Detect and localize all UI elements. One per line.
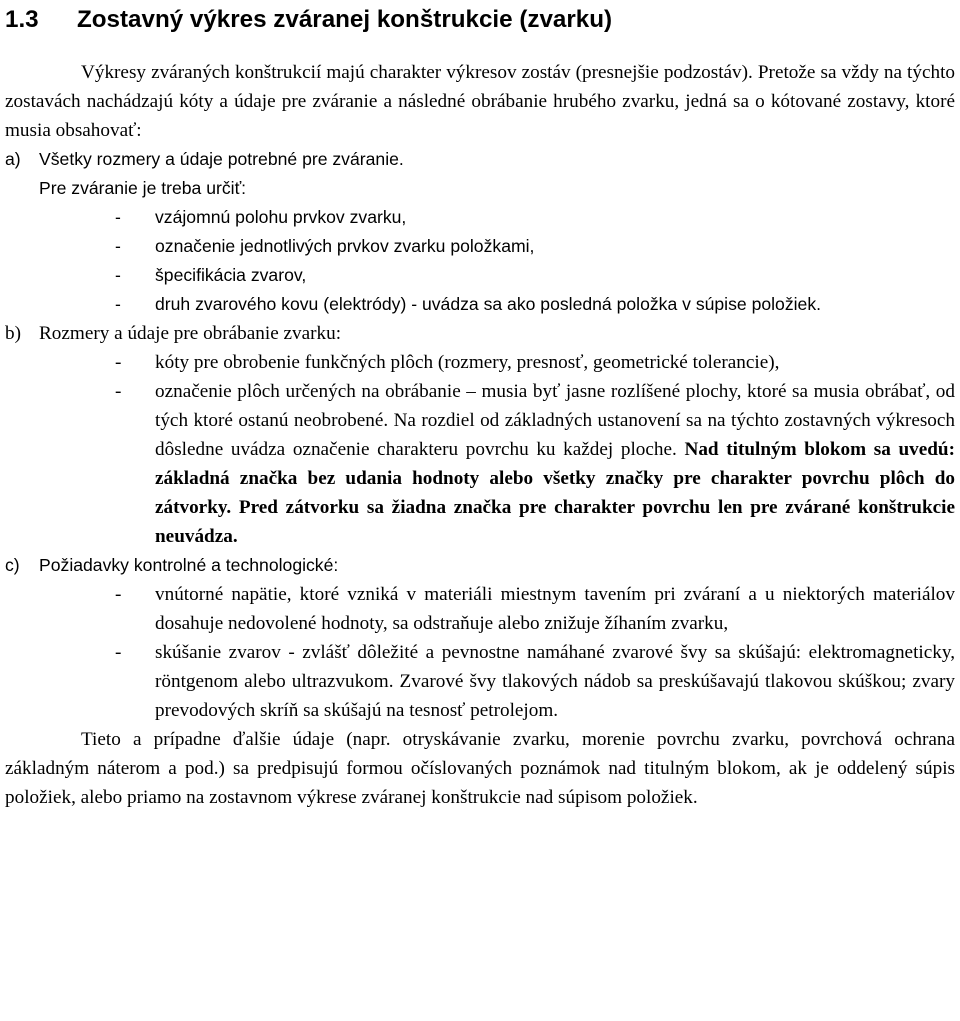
list-item: - vnútorné napätie, ktoré vzniká v materiáli miestnym tavením pri zváraní a u niektorých materiálov dosahuje nedovolené hodnoty, sa odstraňuje alebo znižuje žíhaním zvarku, (115, 584, 955, 634)
section-b-title: Rozmery a údaje pre obrábanie zvarku: (39, 323, 342, 344)
section-a (5, 145, 955, 174)
list-item: - označenie plôch určených na obrábanie – musia byť jasne rozlíšené plochy, ktoré sa musia obrábať, od tých ktoré ostanú neobrobené. Na rozdiel od základných ustanovení sa na týchto zostavných výkresoch dôsledne uvádza označenie charakteru povrchu ku každej ploche. Nad titulným blokom sa uvedú: základná značka bez udania hodnoty alebo všetky značky pre charakter povrchu plôch do zátvorky. Pred zátvorku sa žiadna značka pre charakter povrchu len pre zvárané konštrukcie neuvádza. (115, 381, 955, 547)
section-b-label: b) (5, 323, 21, 344)
section-c-title: Požiadavky kontrolné a technologické: (39, 555, 339, 575)
list-item: - kóty pre obrobenie funkčných plôch (rozmery, presnosť, geometrické tolerancie), (115, 352, 780, 373)
surface-marking-bold-note: Nad titulným blokom sa uvedú: základná značka bez udania hodnoty alebo všetky značky pre charakter povrchu plôch do zátvorky. Pred zátvorku sa žiadna značka pre charakter povrchu len pre zvárané konštrukcie neuvádza. (155, 439, 955, 547)
list-item: - označenie jednotlivých prvkov zvarku položkami, (115, 236, 535, 256)
section-c (5, 551, 955, 580)
intro-paragraph: Výkresy zváraných konštrukcií majú charakter výkresov zostáv (presnejšie podzostáv). Pretože sa vždy na týchto zostavách nachádzajú kóty a údaje pre zváranie a následné obrábanie hrubého zvarku, jedná sa o kótované zostavy, ktoré musia obsahovať: (5, 62, 955, 141)
section-a-lead: Pre zváranie je treba určiť: (39, 178, 247, 198)
list-item: - vzájomnú polohu prvkov zvarku, (115, 207, 407, 227)
section-c-label: c) (5, 555, 20, 575)
list-item: - špecifikácia zvarov, (115, 265, 307, 285)
surface-marking-text: označenie plôch určených na obrábanie – musia byť jasne rozlíšené plochy, ktoré sa musia obrábať, od tých ktoré ostanú neobrobené. Na rozdiel od základných ustanovení sa na týchto zostavných výkresoch dôsledne uvádza označenie charakteru povrchu ku každej ploche. (155, 381, 955, 460)
section-b (5, 319, 955, 348)
section-number: 1.3 (5, 6, 39, 33)
section-heading (5, 0, 955, 58)
section-title: Zostavný výkres zváranej konštrukcie (zvarku) (77, 6, 613, 33)
list-item: - druh zvarového kovu (elektródy) - uvádza sa ako posledná položka v súpise položiek. (115, 294, 822, 314)
section-a-title: Všetky rozmery a údaje potrebné pre zváranie. (39, 149, 404, 169)
section-a-label: a) (5, 149, 21, 169)
list-item: - skúšanie zvarov - zvlášť dôležité a pevnostne namáhané zvarové švy sa skúšajú: elektromagneticky, röntgenom alebo ultrazvukom. Zvarové švy tlakových nádob sa preskúšavajú tlakovou skúškou; zvary prevodových skríň sa skúšajú na tesnosť petrolejom. (115, 642, 955, 721)
closing-paragraph: Tieto a prípadne ďalšie údaje (napr. otryskávanie zvarku, morenie povrchu zvarku, povrchová ochrana základným náterom a pod.) sa predpisujú formou očíslovaných poznámok nad titulným blokom, ak je oddelený súpis položiek, alebo priamo na zostavnom výkrese zváranej konštrukcie nad súpisom položiek. (5, 729, 955, 808)
